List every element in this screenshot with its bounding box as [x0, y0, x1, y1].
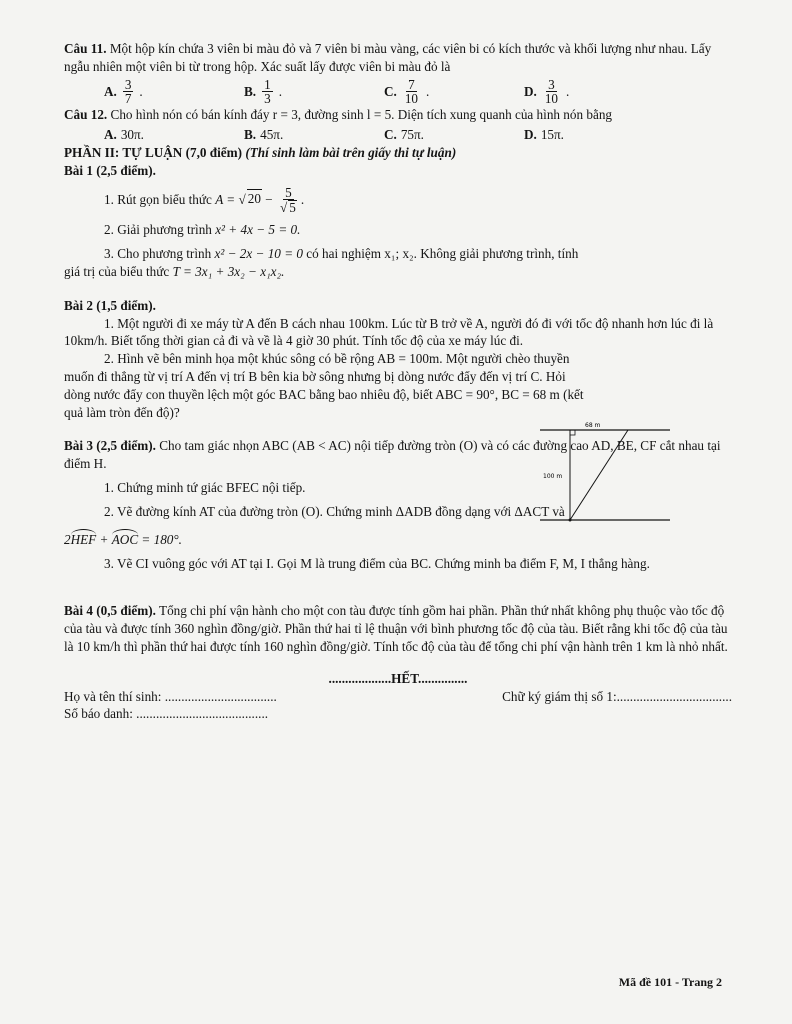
- question-12-text: Cho hình nón có bán kính đáy r = 3, đường sinh l = 5. Diện tích xung quanh của hình nón bằng: [110, 107, 613, 123]
- bai-1-part-1: 1. Rút gọn biểu thức A = √ 20 − $\frac{5}{√ 5}$ .: [104, 184, 305, 216]
- exam-page: [64, 40, 732, 723]
- bai-4: Bài 4 (0,5 điểm). Tổng chi phí vận hành cho một con tàu được tính gồm hai phần. Phần thứ nhất không phụ thuộc vào tốc độ của tàu và được tính 360 nghìn đồng/giờ. Phần thứ hai tỉ lệ thuận với bình phương tốc độ của tàu. Biết rằng khi tốc độ của tàu là 10 km/h thì phần thứ hai được tính 160 nghìn đồng/giờ. Tính tốc độ của tàu để tổng chi phí vận hành trên 1 km là nhỏ nhất.: [64, 603, 728, 654]
- option-a: A. $\frac{3}{7}$ .: [104, 76, 143, 107]
- candidate-number-field: Số báo danh: ........................................: [64, 706, 269, 722]
- bai-3-part-2-formula: 2HEF + AOC = 180°.: [64, 529, 732, 549]
- bai-3-part-2: 2. Vẽ đường kính AT của đường tròn (O). Chứng minh ΔADB đồng dạng với ΔACT và: [104, 503, 565, 519]
- bai-3-part-1: 1. Chứng minh tứ giác BFEC nội tiếp.: [104, 480, 306, 496]
- point-a: [569, 519, 572, 522]
- bai-2-part-1: 1. Một người đi xe máy từ A đến B cách nhau 100km. Lúc từ B trở về A, người đó đi với tốc độ nhanh hơn lúc đi là 10km/h. Biết tổng thời gian cả đi và về là 4 giờ 30 phút. Tính tốc độ của xe máy lúc đi.: [64, 315, 714, 349]
- bai-1-part-3: 3. Cho phương trình x² − 2x − 10 = 0 có hai nghiệm x₁; x₂. Không giải phương trình, tính: [104, 246, 579, 262]
- option-b: B. 45π.: [244, 127, 284, 143]
- bai-1-title: Bài 1 (2,5 điểm).: [64, 162, 156, 178]
- option-a: A. 30π.: [104, 127, 144, 143]
- supervisor-signature-field: Chữ ký giám thị số 1:...................................: [502, 688, 732, 704]
- question-12: [64, 106, 732, 124]
- candidate-name-field: Họ và tên thí sinh: ..................................: [64, 688, 277, 704]
- label-68m: 68 m: [585, 422, 601, 429]
- question-11-text: Một hộp kín chứa 3 viên bi màu đỏ và 7 viên bi màu vàng, các viên bi có kích thước và khối lượng như nhau. Lấy ngẫu nhiên một viên bi từ trong hộp. Xác suất lấy được viên bi màu đỏ là: [64, 41, 712, 74]
- question-12-label: Câu 12.: [64, 107, 108, 123]
- part-2-heading: PHẦN II: TỰ LUẬN (7,0 điểm) (Thí sinh làm bài trên giấy thi tự luận): [64, 144, 457, 160]
- option-c: C. 75π.: [384, 127, 424, 143]
- question-11: [64, 40, 732, 76]
- option-d: D. $\frac{3}{10}$ .: [524, 76, 570, 107]
- bai-3-part-3: 3. Vẽ CI vuông góc với AT tại I. Gọi M là trung điểm của BC. Chứng minh ba điểm F, M, I thẳng hàng.: [104, 555, 650, 571]
- segment-ac: [570, 430, 628, 520]
- option-c: C. $\frac{7}{10}$ .: [384, 76, 430, 107]
- right-angle-mark: [570, 430, 575, 435]
- candidate-info-row: [64, 688, 732, 706]
- question-11-label: Câu 11.: [64, 41, 107, 56]
- river-diagram: [540, 420, 670, 530]
- option-b: B. $\frac{1}{3}$ .: [244, 76, 282, 107]
- option-d: D. 15π.: [524, 127, 564, 143]
- bai-1-part-2: 2. Giải phương trình x² + 4x − 5 = 0.: [104, 222, 301, 238]
- bai-2-part-2: 2. Hình vẽ bên minh họa một khúc sông có bề rộng AB = 100m. Một người chèo thuyền muốn đi thẳng từ vị trí A đến vị trí B bên kia bờ sông nhưng bị dòng nước đẩy đến vị trí C. Hỏi dòng nước đẩy con thuyền lệch một góc BAC bằng bao nhiêu độ, biết ABC = 90°, BC = 68 m (kết quả làm tròn đến độ)?: [64, 351, 584, 420]
- bai-3-intro: Bài 3 (2,5 điểm). Cho tam giác nhọn ABC (AB < AC) nội tiếp đường tròn (O) và có các đường cao AD, BE, CF cắt nhau tại điểm H.: [64, 438, 721, 472]
- end-marker: ...................HẾT...............: [328, 670, 468, 686]
- question-12-options: [104, 126, 732, 144]
- page-footer: Mã đề 101 - Trang 2: [618, 975, 722, 989]
- label-100m: 100 m: [543, 473, 563, 480]
- bai-1-part-3-cont: giá trị của biểu thức T = 3x₁ + 3x₂ − x₁x₂.: [64, 263, 285, 279]
- question-11-options: [104, 78, 732, 107]
- bai-2-title: Bài 2 (1,5 điểm).: [64, 297, 156, 313]
